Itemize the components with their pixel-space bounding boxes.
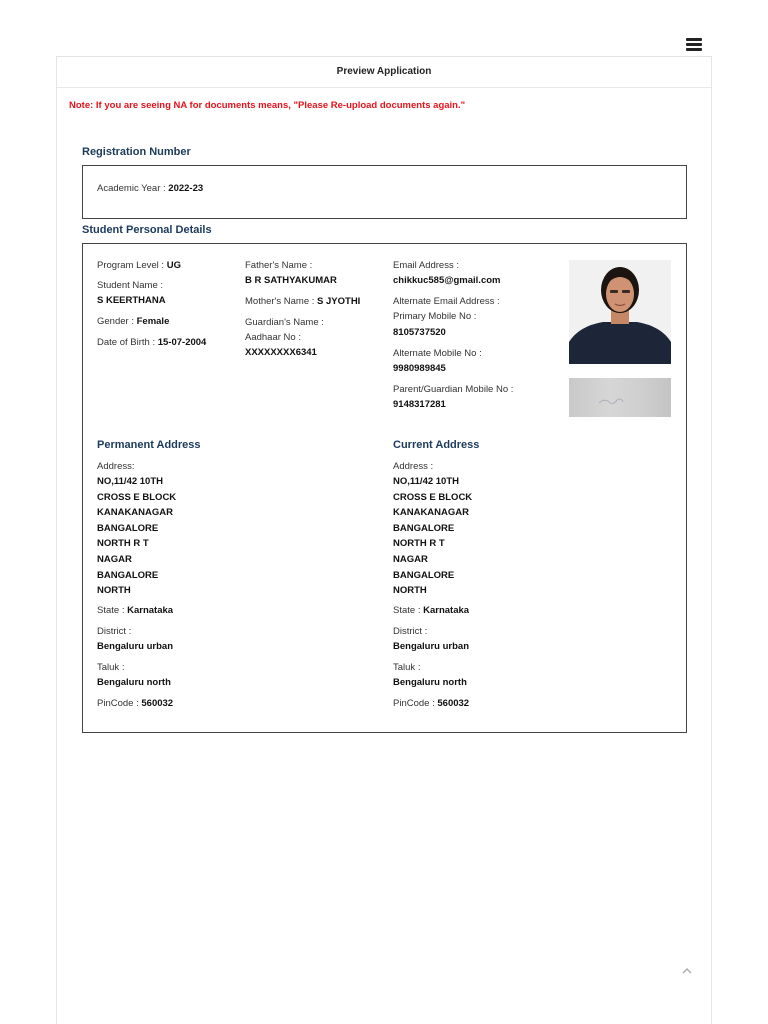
dob-field	[97, 337, 206, 348]
email-value: chikkuc585@gmail.com	[393, 275, 501, 286]
current-address-title: Current Address	[393, 439, 480, 451]
hamburger-menu-icon[interactable]	[686, 38, 702, 52]
address-line: KANAKANAGAR	[97, 507, 173, 519]
current-address-label: Address :	[393, 461, 434, 472]
registration-box	[82, 165, 687, 219]
permanent-address-title: Permanent Address	[97, 439, 201, 451]
chevron-up-icon[interactable]	[680, 966, 694, 976]
guardian-name-label: Guardian's Name :	[245, 317, 324, 328]
pincode-label: PinCode :	[393, 698, 438, 709]
state-label: State :	[97, 605, 128, 616]
current-district-value: Bengaluru urban	[393, 641, 470, 652]
mother-name-field	[245, 296, 360, 307]
address-line: NORTH R T	[393, 538, 445, 550]
alt-mobile-label: Alternate Mobile No :	[393, 348, 482, 359]
current-state-field	[393, 605, 469, 616]
permanent-taluk-label: Taluk :	[97, 662, 125, 673]
academic-year-field	[97, 183, 203, 194]
alt-mobile-value: 9980989845	[393, 363, 446, 374]
address-line: NAGAR	[393, 553, 428, 565]
personal-section-title: Student Personal Details	[82, 224, 212, 236]
primary-mobile-label: Primary Mobile No :	[393, 311, 477, 322]
permanent-state-field	[97, 605, 173, 616]
pincode-label: PinCode :	[97, 698, 142, 709]
gender-field	[97, 316, 169, 327]
mother-name-value: S JYOTHI	[317, 296, 361, 307]
address-line: NAGAR	[97, 553, 132, 565]
pincode-value: 560032	[437, 698, 470, 709]
address-line: CROSS E BLOCK	[97, 491, 177, 503]
reupload-note: Note: If you are seeing NA for documents means, "Please Re-upload documents again."	[69, 100, 466, 111]
parent-mobile-label: Parent/Guardian Mobile No :	[393, 384, 514, 395]
primary-mobile-value: 8105737520	[393, 327, 446, 338]
current-address-lines	[393, 474, 472, 599]
permanent-address-lines	[97, 474, 176, 599]
current-pincode-field	[393, 698, 469, 709]
student-signature	[569, 378, 671, 417]
program-level-value: UG	[166, 260, 181, 271]
aadhaar-value: XXXXXXXX6341	[245, 347, 317, 358]
email-label: Email Address :	[393, 260, 459, 271]
address-line: NORTH	[393, 585, 427, 597]
state-value: Karnataka	[127, 605, 174, 616]
state-value: Karnataka	[423, 605, 470, 616]
alt-email-label: Alternate Email Address :	[393, 296, 500, 307]
permanent-district-value: Bengaluru urban	[97, 641, 174, 652]
address-line: NORTH R T	[97, 538, 149, 550]
academic-year-label: Academic Year :	[97, 183, 169, 194]
permanent-district-label: District :	[97, 626, 132, 637]
current-taluk-label: Taluk :	[393, 662, 421, 673]
aadhaar-label: Aadhaar No :	[245, 332, 301, 343]
student-photo	[569, 260, 671, 364]
pincode-value: 560032	[141, 698, 174, 709]
address-line: BANGALORE	[393, 522, 455, 534]
state-label: State :	[393, 605, 424, 616]
dob-value: 15-07-2004	[157, 337, 207, 348]
current-district-label: District :	[393, 626, 428, 637]
registration-section-title: Registration Number	[82, 146, 191, 158]
student-name-value: S KEERTHANA	[97, 295, 166, 306]
permanent-taluk-value: Bengaluru north	[97, 677, 171, 688]
personal-details-box	[82, 243, 687, 733]
dob-label: Date of Birth :	[97, 337, 158, 348]
permanent-pincode-field	[97, 698, 173, 709]
address-line: BANGALORE	[97, 569, 159, 581]
address-line: CROSS E BLOCK	[393, 491, 473, 503]
address-line: NO,11/42 10TH	[393, 476, 460, 487]
address-line: BANGALORE	[97, 522, 159, 534]
address-line: KANAKANAGAR	[393, 507, 469, 519]
program-level-field	[97, 260, 181, 271]
address-line: NO,11/42 10TH	[97, 476, 164, 487]
parent-mobile-value: 9148317281	[393, 399, 446, 410]
address-line: BANGALORE	[393, 569, 455, 581]
gender-value: Female	[136, 316, 170, 327]
father-name-label: Father's Name :	[245, 260, 313, 271]
student-name-label: Student Name :	[97, 280, 164, 291]
program-level-label: Program Level :	[97, 260, 167, 271]
permanent-address-label: Address:	[97, 461, 135, 472]
father-name-value: B R SATHYAKUMAR	[245, 275, 337, 286]
address-line: NORTH	[97, 585, 131, 597]
gender-label: Gender :	[97, 316, 137, 327]
mother-name-label: Mother's Name :	[245, 296, 318, 307]
current-taluk-value: Bengaluru north	[393, 677, 467, 688]
card-title: Preview Application	[57, 57, 711, 88]
academic-year-value: 2022-23	[168, 183, 204, 194]
